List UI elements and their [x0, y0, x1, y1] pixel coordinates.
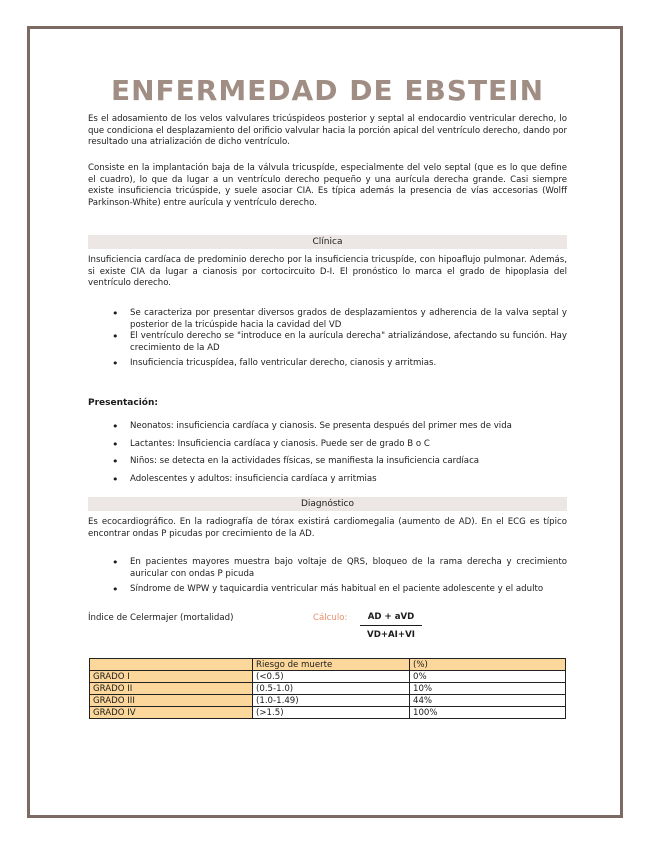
formula-fraction: [360, 612, 422, 640]
table-header-cell: (%): [410, 659, 566, 671]
list-item: • Se caracteriza por presentar diversos grados de desplazamientos y adherencia de la valva septal y posterior de la tricúspide hacia la cavidad del VD: [112, 308, 567, 331]
celermajer-table: [89, 658, 566, 719]
intro-paragraph-1: Es el adosamiento de los velos valvulares tricúspideos posterior y septal al endocardio ventricular derecho, lo que condiciona el desplazamiento del orificio valvular hacia la porción apical del ventrículo derecho, dando por resultado una atrialización de dicho ventrículo.: [88, 114, 567, 148]
indice-label: Índice de Celermajer (mortalidad): [88, 613, 234, 623]
clinica-paragraph: Insuficiencia cardíaca de predominio derecho por la insuficiencia tricuspíde, con hipoaflujo pulmonar. Además, si existe CIA da lugar a cianosis por cortocircuito D-I. El pronóstico lo marca el grado de hipoplasia del ventrículo derecho.: [88, 255, 567, 289]
table-row: [90, 671, 566, 683]
percent-cell: 10%: [410, 683, 566, 695]
risk-cell: (<0.5): [253, 671, 410, 683]
list-item: • Síndrome de WPW y taquicardia ventricular más habitual en el paciente adolescente y el adulto: [112, 584, 567, 596]
list-item: • En pacientes mayores muestra bajo voltaje de QRS, bloqueo de la rama derecha y crecimiento auricular con ondas P picuda: [112, 557, 567, 580]
grade-cell: GRADO IV: [90, 707, 253, 719]
diagnostico-paragraph: Es ecocardiográfico. En la radiografía de tórax existirá cardiomegalia (aumento de AD). En el ECG es típico encontrar ondas P picudas por crecimiento de la AD.: [88, 517, 567, 539]
percent-cell: 100%: [410, 707, 566, 719]
clinica-bullet-list: [112, 308, 567, 370]
calculo-label: Cálculo:: [313, 613, 348, 623]
table-header-cell: [90, 659, 253, 671]
formula-numerator: AD + aVD: [360, 612, 422, 626]
list-item: • Adolescentes y adultos: insuficiencia cardíaca y arritmias: [112, 474, 567, 486]
presentacion-bullet-list: [112, 421, 567, 485]
percent-cell: 44%: [410, 695, 566, 707]
page-title: ENFERMEDAD DE EBSTEIN: [110, 74, 545, 107]
risk-cell: (0.5-1.0): [253, 683, 410, 695]
table-header-cell: Riesgo de muerte: [253, 659, 410, 671]
grade-cell: GRADO III: [90, 695, 253, 707]
grade-cell: GRADO II: [90, 683, 253, 695]
list-item: • Neonatos: insuficiencia cardíaca y cianosis. Se presenta después del primer mes de vida: [112, 421, 567, 433]
percent-cell: 0%: [410, 671, 566, 683]
table-header-row: [90, 659, 566, 671]
list-item: • Insuficiencia tricuspídea, fallo ventricular derecho, cianosis y arritmias.: [112, 358, 567, 370]
risk-cell: (1.0-1.49): [253, 695, 410, 707]
list-item: • Niños: se detecta en la actividades físicas, se manifiesta la insuficiencia cardíaca: [112, 456, 567, 468]
intro-paragraph-2: Consiste en la implantación baja de la válvula tricuspíde, especialmente del velo septal (que es lo que define el cuadro), lo que da lugar a un ventrículo derecho pequeño y una aurícula derecha grande. Casi siempre existe insuficiencia tricúspide, y suele asociar CIA. Es típica además la presencia de vías accesorias (Wolff Parkinson-White) entre aurícula y ventrículo derecho.: [88, 163, 567, 208]
diagnostico-bullet-list: [112, 557, 567, 596]
table-row: [90, 695, 566, 707]
formula-denominator: VD+AI+VI: [367, 630, 415, 640]
grade-cell: GRADO I: [90, 671, 253, 683]
section-header-diagnostico: Diagnóstico: [88, 497, 567, 511]
table-row: [90, 707, 566, 719]
presentacion-label: Presentación:: [88, 398, 158, 408]
section-header-clinica: Clínica: [88, 235, 567, 249]
list-item: • Lactantes: Insuficiencia cardíaca y cianosis. Puede ser de grado B o C: [112, 439, 567, 451]
risk-cell: (>1.5): [253, 707, 410, 719]
table-row: [90, 683, 566, 695]
list-item: • El ventrículo derecho se "introduce en la aurícula derecha" atrializándose, afectando su función. Hay crecimiento de la AD: [112, 331, 567, 354]
